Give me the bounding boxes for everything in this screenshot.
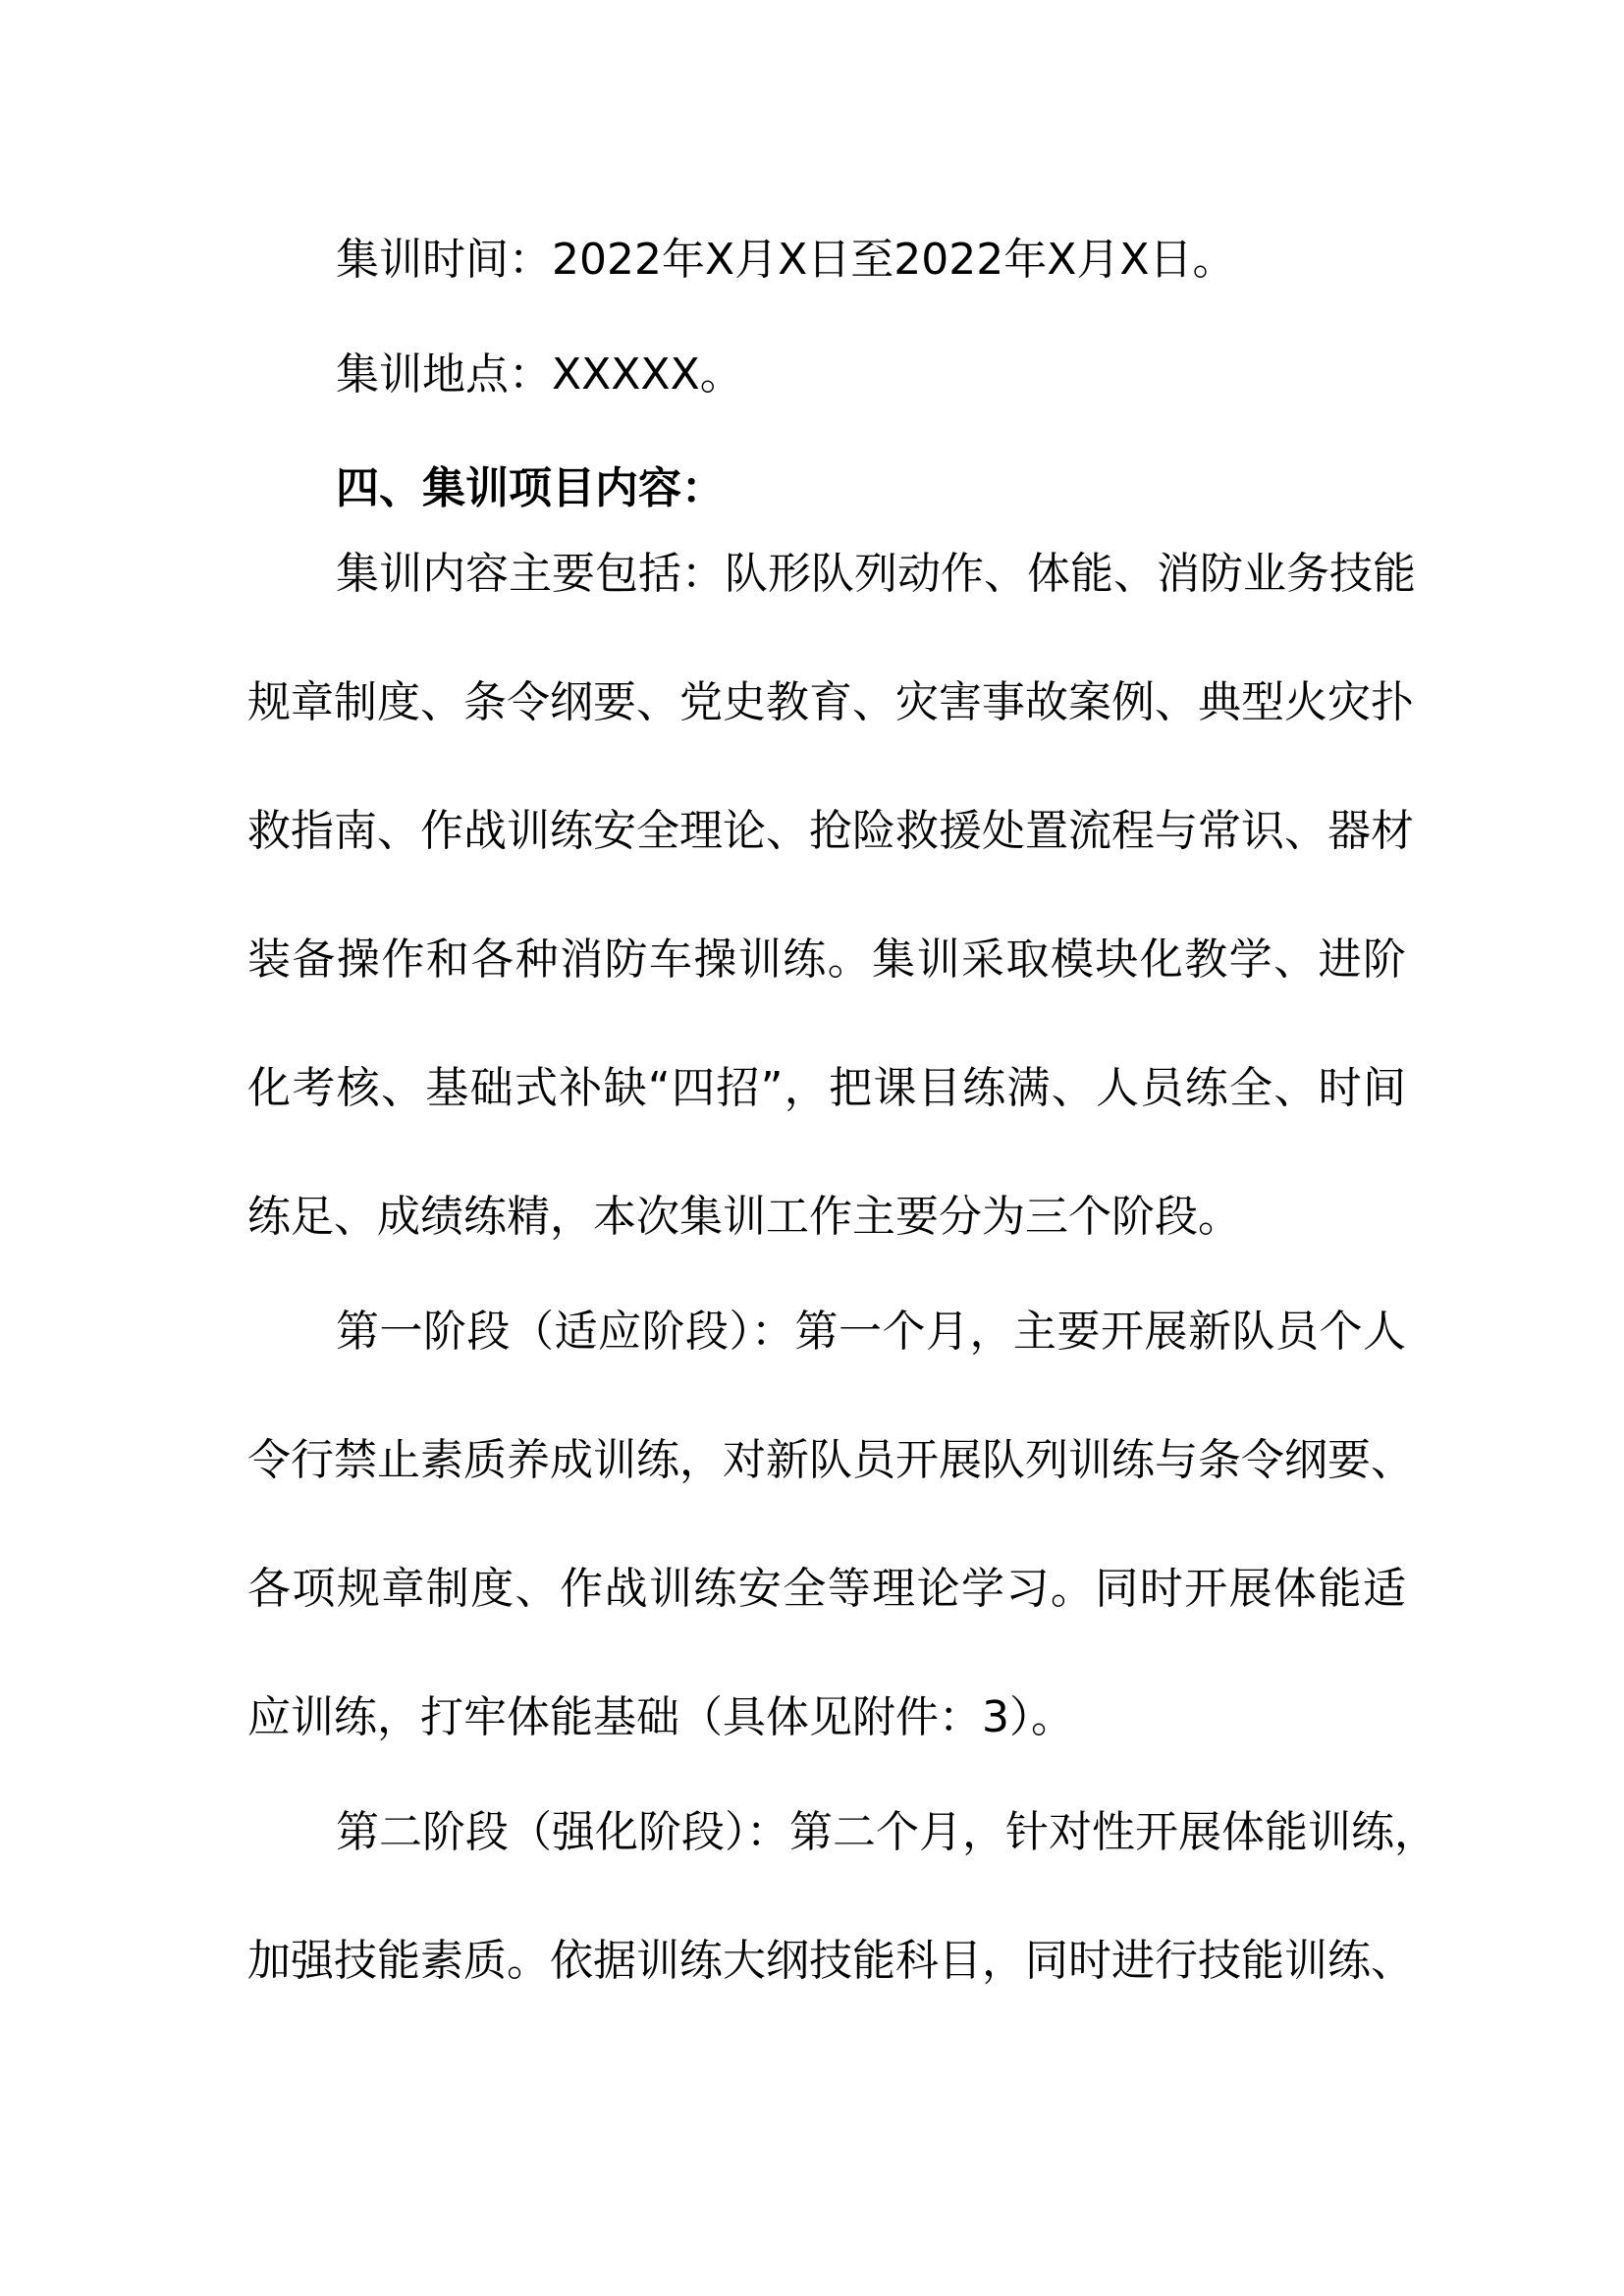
paragraph-line: 令行禁止素质养成训练，对新队员开展队列训练与条令纲要、 — [247, 1435, 1414, 1485]
paragraph-line: 化考核、基础式补缺“四招”，把课目练满、人员练全、时间 — [247, 1063, 1406, 1113]
training-location-line: 集训地点：XXXXX。 — [336, 349, 743, 400]
phase-one-line: 第一阶段（适应阶段）：第一个月，主要开展新队员个人 — [336, 1307, 1406, 1357]
phase-two-line: 第二阶段（强化阶段）：第二个月，针对性开展体能训练， — [336, 1807, 1437, 1857]
section-heading: 四、集训项目内容： — [336, 463, 725, 513]
paragraph-line: 应训练，打牢体能基础（具体见附件：3）。 — [247, 1692, 1074, 1742]
paragraph-line: 各项规章制度、作战训练安全等理论学习。同时开展体能适 — [247, 1564, 1406, 1614]
paragraph-line: 装备操作和各种消防车操训练。集训采取模块化教学、进阶 — [247, 934, 1406, 985]
paragraph-line: 救指南、作战训练安全理论、抢险救援处置流程与常识、器材 — [247, 806, 1414, 856]
training-time-line: 集训时间：2022年X月X日至2022年X月X日。 — [336, 235, 1236, 285]
paragraph-line: 规章制度、条令纲要、党史教育、灾害事故案例、典型火灾扑 — [247, 677, 1414, 727]
paragraph-line: 练足、成绩练精，本次集训工作主要分为三个阶段。 — [247, 1192, 1241, 1242]
paragraph-line: 集训内容主要包括：队形队列动作、体能、消防业务技能 — [336, 549, 1416, 599]
paragraph-line: 加强技能素质。依据训练大纲技能科目，同时进行技能训练、 — [247, 1936, 1414, 1986]
